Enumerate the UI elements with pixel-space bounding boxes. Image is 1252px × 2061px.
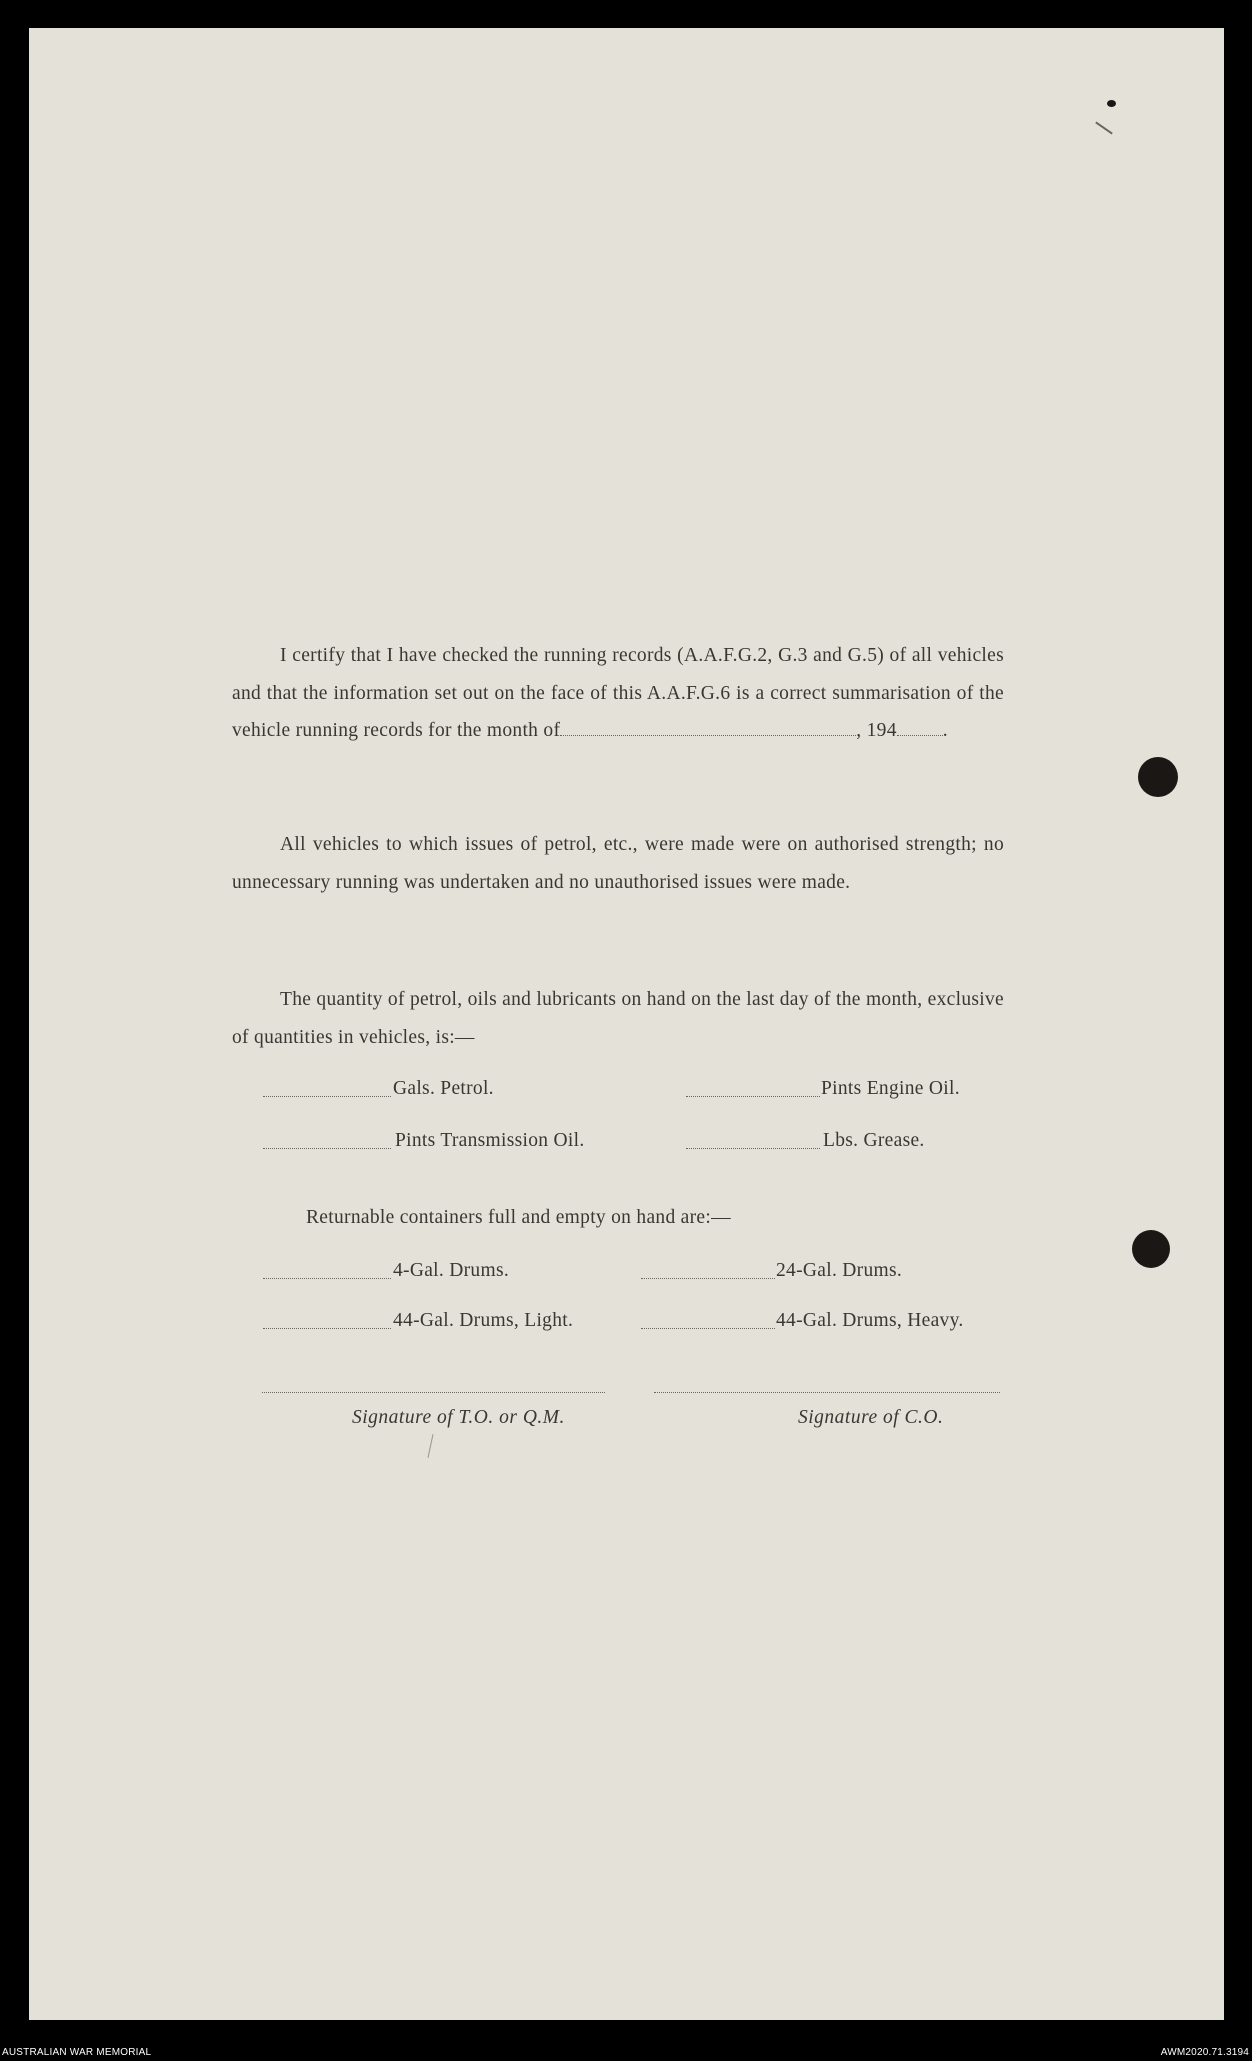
- footer-left: AUSTRALIAN WAR MEMORIAL: [2, 2047, 152, 2058]
- gal24-drums-label: 24-Gal. Drums.: [776, 1260, 903, 1281]
- footer-right: AWM2020.71.3194: [1160, 2047, 1249, 2058]
- signature-line-co: [654, 1392, 1000, 1393]
- punch-hole-top: [1138, 757, 1178, 797]
- quantity-paragraph: [232, 981, 1004, 1056]
- gal44-heavy-label: 44-Gal. Drums, Heavy.: [776, 1310, 964, 1331]
- authorisation-paragraph: [232, 826, 1004, 901]
- grease-blank: [686, 1148, 820, 1149]
- month-blank: [560, 717, 856, 736]
- quantity-text: The quantity of petrol, oils and lubricants on hand on the last day of the month, exclusive of quantities in vehicles, is:—: [232, 989, 1004, 1048]
- signature-line-to-qm: [262, 1392, 605, 1393]
- punch-hole-bottom: [1132, 1230, 1170, 1268]
- transmission-oil-label: Pints Transmission Oil.: [395, 1130, 585, 1151]
- ink-speck: [1107, 100, 1116, 107]
- transmission-oil-blank: [263, 1148, 391, 1149]
- gal44-heavy-blank: [641, 1328, 775, 1329]
- gal4-drums-blank: [263, 1278, 391, 1279]
- gal44-light-blank: [263, 1328, 391, 1329]
- gal4-drums-label: 4-Gal. Drums.: [393, 1260, 510, 1281]
- grease-label: Lbs. Grease.: [823, 1130, 925, 1151]
- gal24-drums-blank: [641, 1278, 775, 1279]
- gals-petrol-blank: [263, 1096, 391, 1097]
- year-prefix: , 194: [856, 720, 897, 741]
- signature-label-co: Signature of C.O.: [798, 1407, 944, 1428]
- year-blank: [897, 717, 943, 736]
- certification-text: I certify that I have checked the running records (A.A.F.G.2, G.3 and G.5) of all vehicles and that the information set out on the face of this A.A.F.G.6 is a correct summarisation of the vehicle running records for the month of: [232, 645, 1004, 741]
- gal44-light-label: 44-Gal. Drums, Light.: [393, 1310, 574, 1331]
- engine-oil-label: Pints Engine Oil.: [821, 1078, 960, 1099]
- paragraph-end: .: [942, 720, 948, 741]
- engine-oil-blank: [686, 1096, 820, 1097]
- certification-paragraph: [232, 637, 1004, 750]
- authorisation-text: All vehicles to which issues of petrol, etc., were made were on authorised strength; no unnecessary running was undertaken and no unauthorised issues were made.: [232, 834, 1004, 893]
- containers-intro: Returnable containers full and empty on hand are:—: [306, 1207, 731, 1228]
- gals-petrol-label: Gals. Petrol.: [393, 1078, 494, 1099]
- signature-label-to-qm: Signature of T.O. or Q.M.: [352, 1407, 565, 1428]
